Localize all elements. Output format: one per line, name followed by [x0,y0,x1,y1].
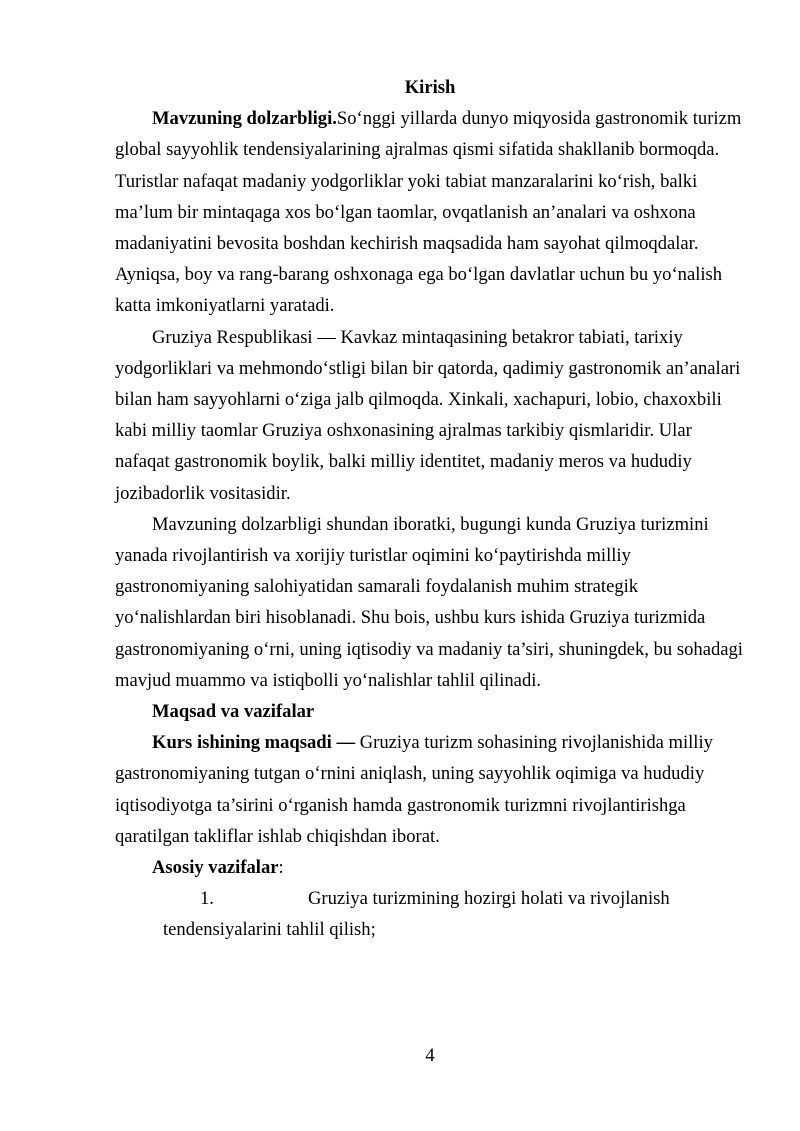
document-body [115,72,745,946]
paragraph-relevance-detail: Mavzuning dolzarbligi shundan iboratki, bugungi kunda Gruziya turizmini yanada rivojlantirish va xorijiy turistlar oqimini ko‘paytirishda milliy gastronomiyaning salohiyatidan samarali foydalanish muhim strategik yo‘nalishlardan biri hisoblanadi. Shu bois, ushbu kurs ishida Gruziya turizmida gastronomiyaning o‘rni, uning iqtisodiy va madaniy ta’siri, shuningdek, bu sohadagi mavjud muammo va istiqbolli yo‘nalishlar tahlil qilinadi. [115,513,743,691]
list-item-number: 1. [200,888,214,910]
section-heading: Kirish [404,77,456,98]
subheading-tasks [115,852,745,883]
list-item-line1: Gruziya turizmining hozirgi holati va rivojlanish [308,888,670,910]
subheading-goals: Maqsad va vazifalar [152,701,315,723]
paragraph-relevance [115,103,745,321]
paragraph-goal [115,727,745,852]
goal-text: Gruziya turizm sohasining rivojlanishida milliy gastronomiyaning tutgan o‘rnini aniqlash, uning sayyohlik oqimiga va hududiy iqtisodiyotga ta’sirini o‘rganish hamda gastronomik turizmni rivojlantirishga qaratilgan takliflar ishlab chiqishdan iborat. [115,732,713,847]
page-number: 4 [425,1045,435,1066]
relevance-lead: Mavzuning dolzarbligi. [152,108,337,130]
tasks-colon: : [278,857,284,879]
list-item [115,883,745,945]
paragraph-georgia: Gruziya Respublikasi — Kavkaz mintaqasining betakror tabiati, tarixiy yodgorliklari va mehmondo‘stligi bilan bir qatorda, qadimiy gastronomik an’analari bilan ham sayyohlarni o‘ziga jalb qilmoqda. Xinkali, xachapuri, lobio, chaxoxbili kabi milliy taomlar Gruziya oshxonasining ajralmas tarkibiy qismlaridir. Ular nafaqat gastronomik boylik, balki milliy identitet, madaniy meros va hududiy jozibadorlik vositasidir. [115,326,741,504]
list-item-line2: tendensiyalarini tahlil qilish; [163,919,376,941]
tasks-lead: Asosiy vazifalar [152,857,279,879]
relevance-text: So‘nggi yillarda dunyo miqyosida gastronomik turizm global sayyohlik tendensiyalarining ajralmas qismi sifatida shakllanib bormoqda. Turistlar nafaqat madaniy yodgorliklar yoki tabiat manzaralarini ko‘rish, balki ma’lum bir mintaqaga xos bo‘lgan taomlar, ovqatlanish an’analari va oshxona madaniyatini bevosita boshdan kechirish maqsadida ham sayohat qilmoqdalar. Ayniqsa, boy va rang-barang oshxonaga ega bo‘lgan davlatlar uchun bu yo‘nalish katta imkoniyatlarni yaratadi. [115,108,742,317]
goal-lead: Kurs ishining maqsadi — [152,732,356,754]
